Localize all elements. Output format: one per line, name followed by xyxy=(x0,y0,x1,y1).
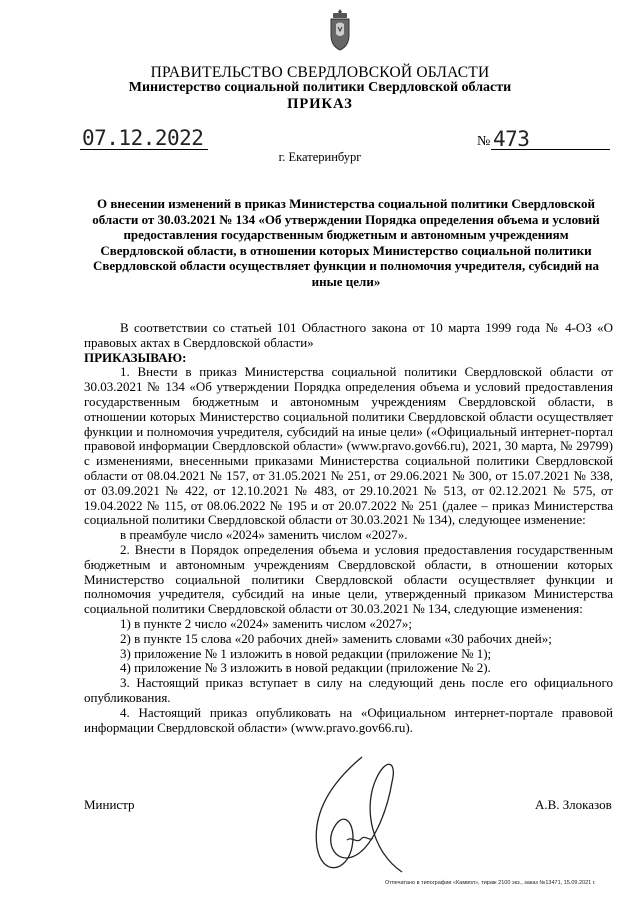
signer-name: А.В. Злоказов xyxy=(535,797,612,812)
order-date: 07.12.2022 xyxy=(82,126,204,150)
preamble: В соответствии со статьей 101 Областного закона от 10 марта 1999 года № 4-ОЗ «О правовых актах в Свердловской области» xyxy=(84,320,613,350)
order-number: 473 xyxy=(493,127,530,151)
handwritten-signature xyxy=(292,752,422,892)
paragraph-3: 3. Настоящий приказ вступает в силу на следующий день после его официального опубликования. xyxy=(84,675,613,705)
government-title: ПРАВИТЕЛЬСТВО СВЕРДЛОВСКОЙ ОБЛАСТИ xyxy=(150,64,490,81)
coat-of-arms-icon xyxy=(327,8,353,52)
order-body xyxy=(84,321,613,735)
paragraph-2-item: 2) в пункте 15 слова «20 рабочих дней» заменить словами «30 рабочих дней»; xyxy=(120,630,552,646)
paragraph-2-item: 4) приложение № 3 изложить в новой редакции (приложение № 2). xyxy=(120,660,491,676)
print-footer: Отпечатано в типографии «Камвол», тираж 2100 экз., заказ №13471, 15.09.2021 г. xyxy=(385,880,596,886)
signer-position: Министр xyxy=(84,797,135,812)
document-type: ПРИКАЗ xyxy=(287,96,353,112)
paragraph-1: 1. Внести в приказ Министерства социальной политики Свердловской области от 30.03.2021 № 134 «Об утверждении Порядка определения объема и условий предоставления государственным бюджетным и автономным учреждениям Свердловской области, в отношении которых Министерство социальной политики Свердловской области осуществляет функции и полномочия учредителя, субсидий на иные цели» («Официальный интернет-портал правовой информации Свердловской области» (www.pravo.gov66.ru), 2021, 30 марта, № 29799) с изменениями, внесенными приказами Министерства социальной политики Свердловской области от 08.04.2021 № 157, от 31.05.2021 № 251, от 29.06.2021 № 300, от 15.07.2021 № 338, от 03.09.2021 № 422, от 12.10.2021 № 483, от 29.10.2021 № 513, от 02.12.2021 № 575, от 19.04.2022 № 115, от 08.06.2022 № 195 и от 20.07.2022 № 251 (далее – приказ Министерства социальной политики Свердловской области от 30.03.2021 № 134), следующее изменение: xyxy=(84,364,613,528)
paragraph-2-item: 1) в пункте 2 число «2024» заменить числом «2027»; xyxy=(120,615,412,631)
paragraph-2-item: 3) приложение № 1 изложить в новой редакции (приложение № 1); xyxy=(120,645,492,661)
city: г. Екатеринбург xyxy=(278,150,362,164)
paragraph-2: 2. Внести в Порядок определения объема и условия предоставления государственным бюджетным и автономным учреждениям Свердловской области, в отношении которых Министерство социальной политики Свердловской области осуществляет функции и полномочия учредителя, субсидий на иные цели, утвержденный приказом Министерства социальной политики Свердловской области от 30.03.2021 № 134, следующие изменения: xyxy=(84,541,613,617)
paragraph-1-change: в преамбуле число «2024» заменить числом «2027». xyxy=(120,527,408,543)
paragraph-4: 4. Настоящий приказ опубликовать на «Официальном интернет-портале правовой информации Свердловской области» (www.pravo.gov66.ru). xyxy=(84,704,613,735)
number-sign: № xyxy=(477,134,491,149)
order-word: ПРИКАЗЫВАЮ: xyxy=(84,349,187,365)
ministry-title: Министерство социальной политики Свердловской области xyxy=(128,80,512,95)
order-title: О внесении изменений в приказ Министерства социальной политики Свердловской области от 30.03.2021 № 134 «Об утверждении Порядка определения объема и условий предоставления государственным бюджетным и автономным учреждениям Свердловской области, в отношении которых Министерство социальной политики Свердловской области осуществляет функции и полномочия учредителя, субсидий на иные цели» xyxy=(92,196,600,289)
